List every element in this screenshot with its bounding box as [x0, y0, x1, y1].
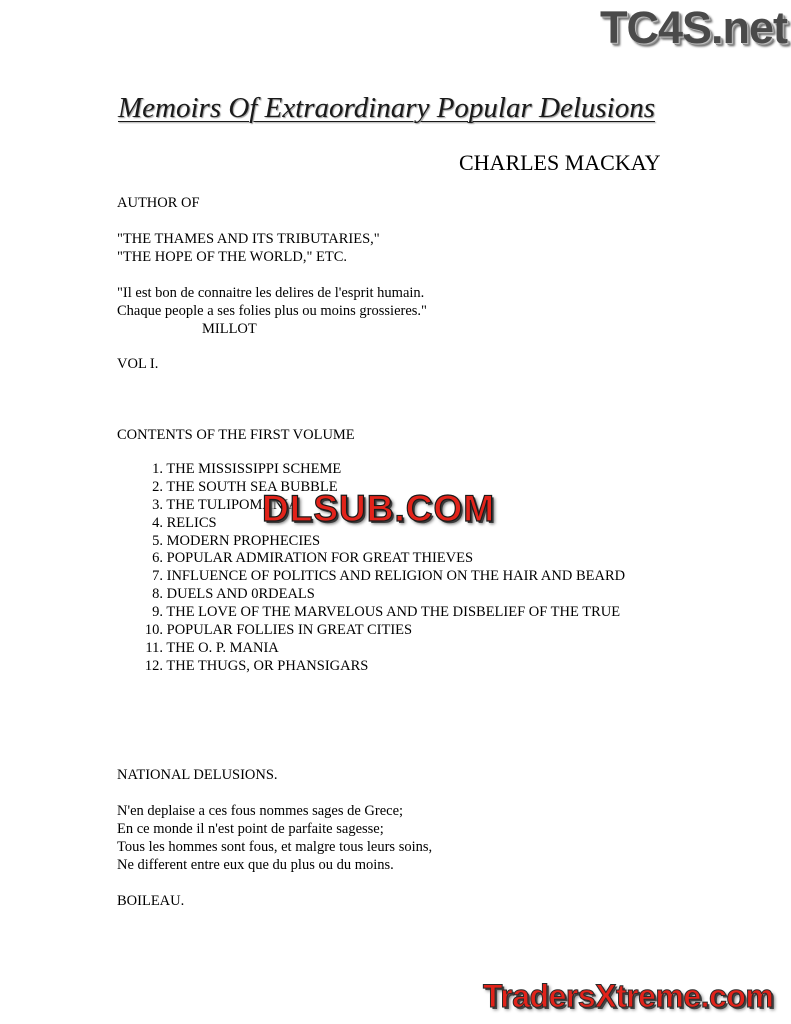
watermark-tradersxtreme: TradersXtreme.com	[483, 978, 774, 1014]
item-title: MODERN PROPHECIES	[166, 532, 321, 549]
item-title: THE THUGS, OR PHANSIGARS	[166, 657, 369, 674]
item-title: DUELS AND 0RDEALS	[166, 586, 315, 603]
item-title: THE O. P. MANIA	[166, 639, 279, 656]
contents-item	[139, 586, 625, 604]
section-heading: NATIONAL DELUSIONS.	[117, 767, 278, 783]
item-number: 6.	[152, 550, 163, 567]
item-title: THE MISSISSIPPI SCHEME	[166, 461, 342, 477]
item-number: 3.	[152, 496, 163, 513]
contents-item	[139, 550, 625, 568]
contents-heading: CONTENTS OF THE FIRST VOLUME	[117, 427, 355, 443]
item-title: RELICS	[166, 514, 217, 531]
item-number: 7.	[152, 568, 163, 585]
item-number: 12.	[144, 657, 163, 674]
watermark-dlsub: DLSUB.COM	[262, 488, 496, 529]
contents-item	[139, 658, 625, 676]
contents-item	[139, 604, 625, 622]
item-number: 11.	[145, 639, 163, 656]
item-number: 4.	[152, 514, 163, 531]
poem-line: En ce monde il n'est point de parfaite sagesse;	[117, 821, 384, 837]
item-number: 9.	[152, 604, 163, 621]
poem-attribution: BOILEAU.	[117, 893, 185, 909]
epigraph-attribution: MILLOT	[202, 321, 257, 337]
item-title: INFLUENCE OF POLITICS AND RELIGION ON THE HAIR AND BEARD	[166, 568, 626, 585]
poem-line: Ne different entre eux que du plus ou du moins.	[117, 857, 394, 873]
item-number: 8.	[152, 586, 163, 603]
item-number: 10.	[144, 622, 163, 639]
contents-item	[139, 533, 625, 551]
item-number: 1.	[152, 461, 163, 477]
contents-item	[139, 640, 625, 658]
work-title: "THE HOPE OF THE WORLD," ETC.	[117, 249, 348, 265]
poem-line: N'en deplaise a ces fous nommes sages de Grece;	[117, 803, 404, 819]
epigraph-line: Chaque people a ses folies plus ou moins grossieres."	[117, 303, 427, 319]
volume-label: VOL I.	[117, 356, 159, 372]
item-title: THE LOVE OF THE MARVELOUS AND THE DISBELIEF OF THE TRUE	[166, 604, 621, 621]
item-title: THE SOUTH SEA BUBBLE	[166, 478, 338, 495]
item-title: POPULAR ADMIRATION FOR GREAT THIEVES	[166, 550, 474, 567]
epigraph-line: "Il est bon de connaitre les delires de l'esprit humain.	[117, 285, 425, 301]
item-number: 5.	[152, 532, 163, 549]
contents-item	[139, 622, 625, 640]
author-of-label: AUTHOR OF	[117, 195, 200, 211]
item-number: 2.	[152, 478, 163, 495]
contents-item	[139, 568, 625, 586]
watermark-tc4s: TC4S.net	[600, 2, 788, 53]
work-title: "THE THAMES AND ITS TRIBUTARIES,"	[117, 231, 380, 247]
item-title: POPULAR FOLLIES IN GREAT CITIES	[166, 622, 413, 639]
poem-line: Tous les hommes sont fous, et malgre tous leurs soins,	[117, 839, 433, 855]
author-name: CHARLES MACKAY	[459, 150, 661, 175]
item-title: THE TULIPOMANIA	[166, 496, 299, 513]
book-title: Memoirs Of Extraordinary Popular Delusions	[118, 92, 656, 124]
contents-item	[139, 461, 625, 479]
